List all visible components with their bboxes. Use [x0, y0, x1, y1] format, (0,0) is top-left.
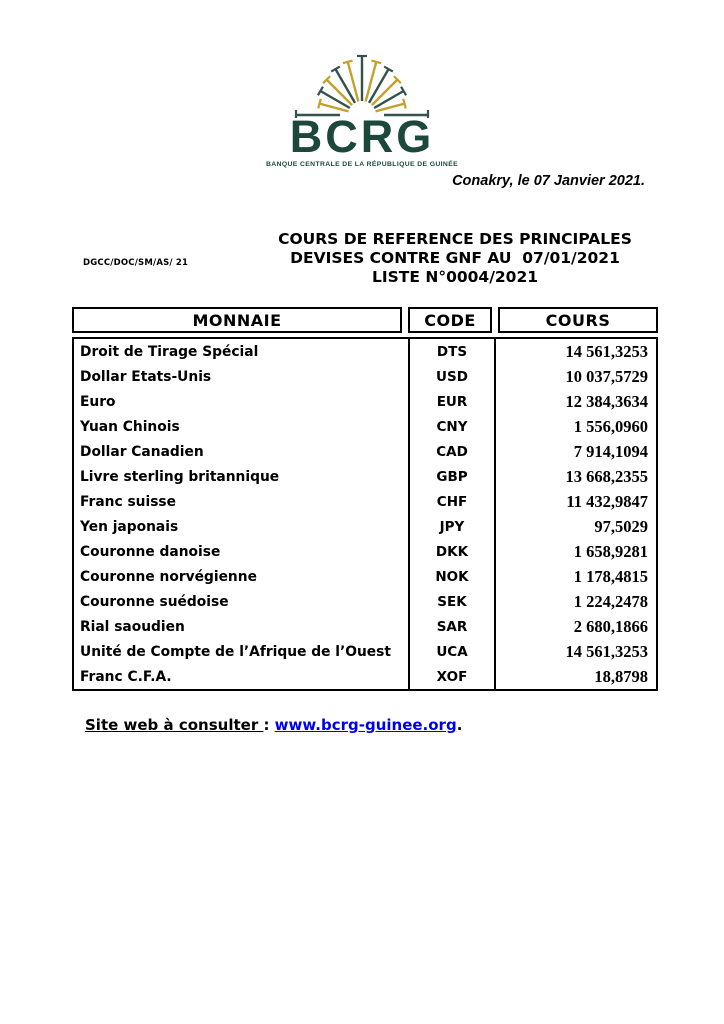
table-cell-cours: 14 561,3253 — [565, 341, 648, 361]
table-cell-code: CNY — [408, 414, 496, 439]
table-cell-cours: 11 432,9847 — [566, 491, 648, 511]
reference-code: DGCC/DOC/SM/AS/ 21 — [83, 258, 189, 268]
table-header-row — [72, 307, 658, 333]
table-cell-cours: 12 384,3634 — [565, 391, 648, 411]
table-cell-code: CHF — [408, 489, 496, 514]
table-cell-monnaie: Franc suisse — [80, 493, 177, 510]
table-cell-cours: 1 178,4815 — [573, 566, 648, 586]
table-cell-code: NOK — [408, 564, 496, 589]
table-cell-code: CAD — [408, 439, 496, 464]
table-cell-cours: 10 037,5729 — [565, 366, 648, 386]
table-cell-code: SEK — [408, 589, 496, 614]
header-monnaie: MONNAIE — [72, 307, 402, 333]
header-code: CODE — [408, 307, 492, 333]
table-cell-code: DKK — [408, 539, 496, 564]
table-cell-code: EUR — [408, 389, 496, 414]
table-cell-cours: 1 556,0960 — [573, 416, 648, 436]
table-cell-monnaie: Couronne danoise — [80, 543, 221, 560]
bcrg-logo-acronym: BCRG — [289, 111, 435, 162]
title-line-1: COURS DE REFERENCE DES PRINCIPALES — [278, 230, 632, 248]
table-cell-monnaie: Unité de Compte de l’Afrique de l’Ouest — [80, 643, 391, 660]
website-period: . — [456, 716, 463, 734]
table-cell-cours: 2 680,1866 — [573, 616, 648, 636]
table-cell-code: USD — [408, 364, 496, 389]
website-link[interactable]: www.bcrg-guinee.org — [274, 716, 457, 734]
exchange-rate-table — [72, 307, 658, 691]
table-cell-code: SAR — [408, 614, 496, 639]
table-cell-monnaie: Dollar Canadien — [80, 443, 204, 460]
table-cell-cours: 18,8798 — [594, 666, 648, 686]
website-label: Site web à consulter — [85, 716, 264, 734]
bcrg-logo-subtitle: BANQUE CENTRALE DE LA RÉPUBLIQUE DE GUINÉE — [265, 161, 459, 168]
header-cours: COURS — [498, 307, 658, 333]
table-cell-code: GBP — [408, 464, 496, 489]
table-cell-cours: 14 561,3253 — [565, 641, 648, 661]
document-title — [245, 230, 665, 287]
table-cell-monnaie: Livre sterling britannique — [80, 468, 280, 485]
table-cell-code: DTS — [408, 339, 496, 364]
table-cell-monnaie: Rial saoudien — [80, 618, 185, 635]
rates-table-body — [72, 337, 658, 691]
table-cell-monnaie: Couronne suédoise — [80, 593, 229, 610]
bcrg-logo — [0, 42, 724, 168]
table-cell-monnaie: Yuan Chinois — [80, 418, 180, 435]
bcrg-sunburst-icon — [292, 42, 432, 118]
table-cell-cours: 1 224,2478 — [573, 591, 648, 611]
table-cell-monnaie: Dollar Etats-Unis — [80, 368, 212, 385]
table-cell-cours: 13 668,2355 — [565, 466, 648, 486]
table-cell-monnaie: Euro — [80, 393, 116, 410]
table-cell-cours: 1 658,9281 — [573, 541, 648, 561]
table-cell-code: JPY — [408, 514, 496, 539]
table-cell-monnaie: Droit de Tirage Spécial — [80, 343, 259, 360]
table-cell-monnaie: Yen japonais — [80, 518, 179, 535]
table-cell-cours: 7 914,1094 — [573, 441, 648, 461]
table-cell-code: UCA — [408, 639, 496, 664]
table-cell-code: XOF — [408, 664, 496, 689]
dateline: Conakry, le 07 Janvier 2021. — [452, 173, 645, 189]
table-cell-monnaie: Franc C.F.A. — [80, 668, 172, 685]
table-cell-monnaie: Couronne norvégienne — [80, 568, 257, 585]
website-separator: : — [263, 716, 275, 734]
title-line-2: DEVISES CONTRE GNF AU 07/01/2021 — [290, 249, 620, 267]
table-cell-cours: 97,5029 — [594, 516, 648, 536]
title-line-3: LISTE N°0004/2021 — [371, 268, 539, 286]
website-line — [85, 716, 462, 734]
